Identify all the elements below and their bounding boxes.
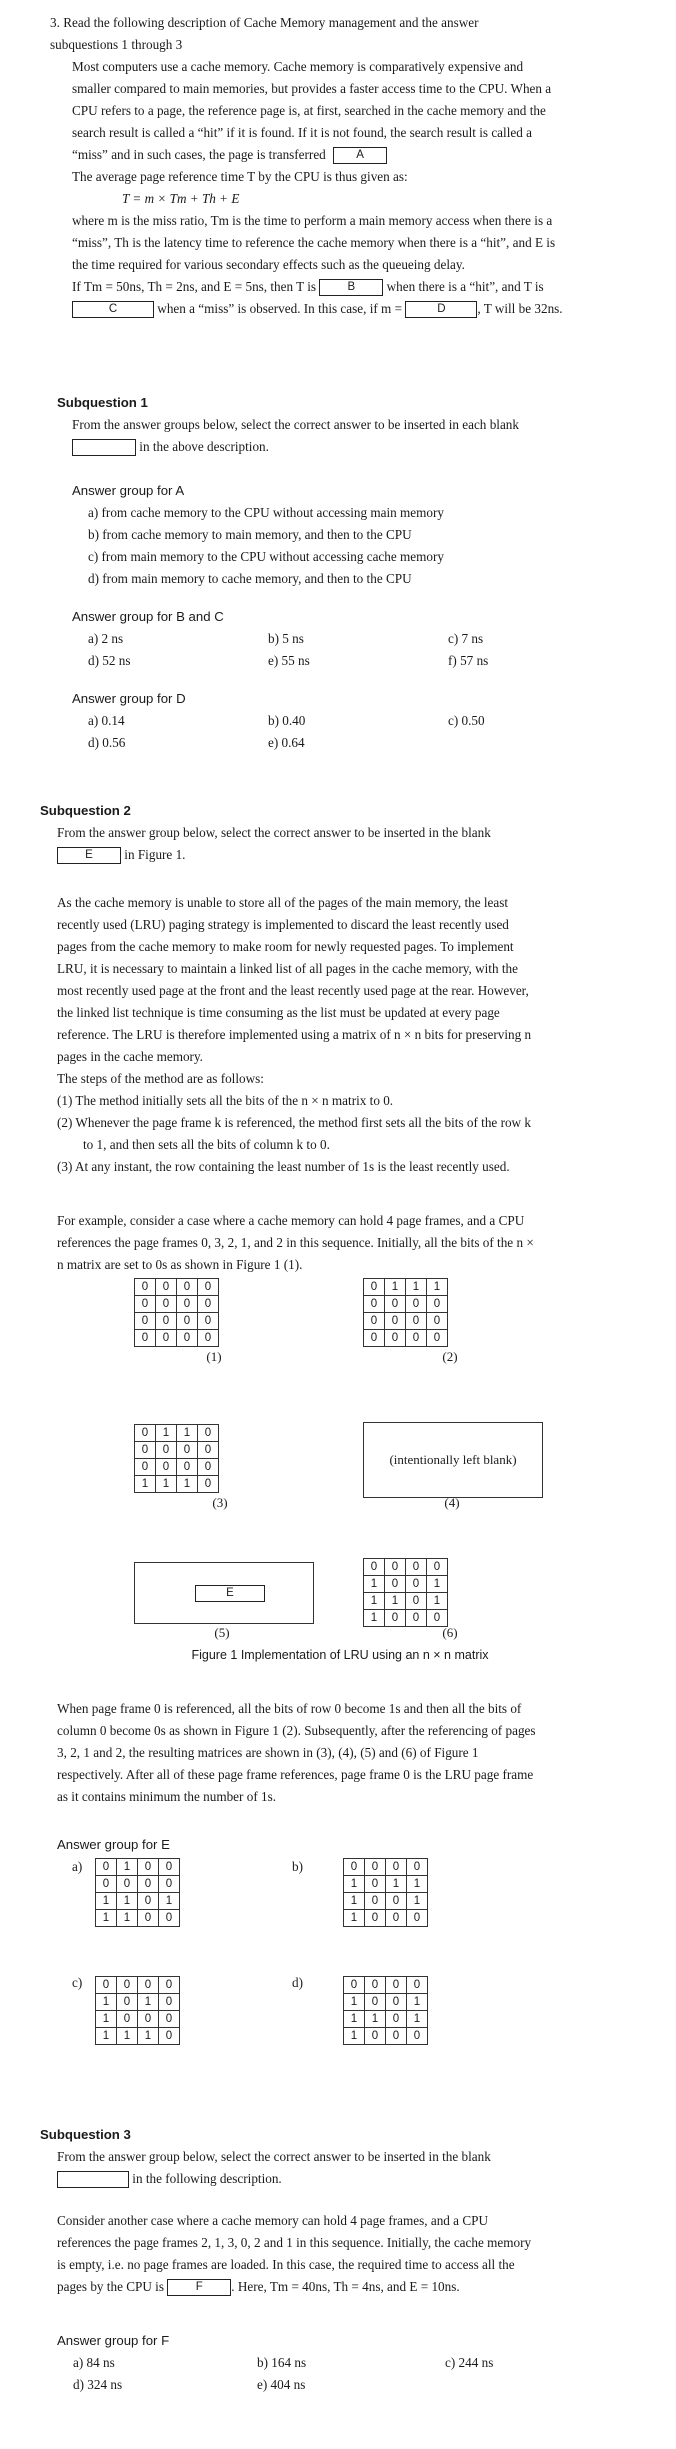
matrix-cell: 0 [406,1296,427,1313]
blank-B: B [319,279,383,296]
answer-group-D-label: Answer group for D [72,691,186,706]
matrix-row [135,1425,219,1442]
matrix-cell: 1 [344,2011,365,2028]
matrix-cell: 0 [177,1313,198,1330]
matrix-cell: 0 [198,1279,219,1296]
matrix-row [135,1442,219,1459]
option-E-a-matrix[interactable] [95,1858,180,1927]
option-E-b-matrix[interactable] [343,1858,428,1927]
matrix-row [96,1859,180,1876]
matrix-cell: 1 [96,2011,117,2028]
matrix-cell: 1 [138,1994,159,2011]
matrix-row [344,1859,428,1876]
sub3-line: is empty, i.e. no page frames are loaded. In this case, the required time to access all the [57,2257,515,2272]
sub1-instr-line: From the answer groups below, select the correct answer to be inserted in each blank [72,417,519,432]
intro-line: Most computers use a cache memory. Cache memory is comparatively expensive and [72,59,524,74]
blank-A: A [333,147,387,164]
if-line-2: C when a “miss” is observed. In this case, if m = D , T will be 32ns. [72,298,672,320]
matrix-cell: 0 [427,1559,448,1576]
matrix-cell: 0 [135,1442,156,1459]
intro-line: CPU refers to a page, the reference page is, at first, searched in the cache memory and the [72,103,546,118]
matrix-cell: 0 [386,2011,407,2028]
matrix-cell: 1 [407,1893,428,1910]
where-line: where m is the miss ratio, Tm is the time to perform a main memory access when there is a [72,213,553,228]
matrix-cell: 0 [159,1876,180,1893]
matrix-cell: 0 [364,1296,385,1313]
matrix-row [96,1994,180,2011]
sub3-paragraph [57,2210,672,2298]
matrix-cell: 1 [177,1476,198,1493]
lru-line: reference. The LRU is therefore implemented using a matrix of n × n bits for preserving n [57,1027,532,1042]
matrix-cell: 0 [365,1977,386,1994]
lru-line: recently used (LRU) paging strategy is implemented to discard the least recently used [57,917,509,932]
option-A-b[interactable]: b) from cache memory to main memory, and then to the CPU [88,527,412,542]
matrix-cell: 0 [177,1279,198,1296]
avg-line: The average page reference time T by the CPU is thus given as: [72,169,408,184]
question-title-line1: 3. Read the following description of Cache Memory management and the answer [50,15,479,30]
matrix-cell: 0 [365,1910,386,1927]
step-1: (1) The method initially sets all the bits of the n × n matrix to 0. [57,1093,394,1108]
matrix-cell: 0 [198,1459,219,1476]
matrix-cell: 1 [406,1279,427,1296]
matrix-row [344,1893,428,1910]
matrix-cell: 1 [344,2028,365,2045]
blank-E: E [57,847,121,864]
matrix-cell: 0 [407,1859,428,1876]
matrix-cell: 1 [117,2028,138,2045]
where-line: the time required for various secondary effects such as the queueing delay. [72,257,465,272]
option-BC-d[interactable]: d) 52 ns [88,653,131,668]
option-E-d-matrix[interactable] [343,1976,428,2045]
option-BC-a[interactable]: a) 2 ns [88,631,124,646]
matrix-row [96,1977,180,1994]
matrix-cell: 0 [407,1977,428,1994]
answer-group-BC-label: Answer group for B and C [72,609,224,624]
matrix-cell: 0 [177,1330,198,1347]
matrix-cell: 0 [159,1910,180,1927]
matrix-cell: 0 [198,1425,219,1442]
matrix-cell: 0 [407,1910,428,1927]
blank-empty-2 [57,2171,129,2188]
matrix-cell: 0 [159,2011,180,2028]
matrix-cell: 0 [406,1559,427,1576]
matrix-cell: 0 [138,1876,159,1893]
intro-line: search result is called a “hit” if it is found. If it is not found, the search result is called a [72,125,532,140]
matrix-cell: 1 [117,1893,138,1910]
intro-paragraph [72,56,672,320]
matrix-cell: 0 [159,1994,180,2011]
lru-paragraph [57,892,672,1178]
sub1-instructions [72,414,672,458]
matrix-cell: 0 [386,1994,407,2011]
option-E-b-label[interactable]: b) [292,1859,303,1874]
matrix-row [135,1330,219,1347]
matrix-row [96,1893,180,1910]
matrix-cell: 0 [156,1279,177,1296]
example-line: For example, consider a case where a cache memory can hold 4 page frames, and a CPU [57,1213,525,1228]
sub3-instructions [57,2146,672,2190]
sub3-title: Subquestion 3 [40,2127,131,2142]
matrix-cell: 1 [407,1994,428,2011]
matrix-row [135,1459,219,1476]
option-A-c[interactable]: c) from main memory to the CPU without accessing cache memory [88,549,444,564]
matrix-cell: 0 [138,1977,159,1994]
matrix-cell: 1 [96,1994,117,2011]
matrix-cell: 0 [177,1442,198,1459]
matrix-cell: 0 [386,1893,407,1910]
option-D-a[interactable]: a) 0.14 [88,713,125,728]
caption-1: (1) [206,1349,222,1364]
example-line: n matrix are set to 0s as shown in Figure 1 (1). [57,1257,303,1272]
explanation-line: respectively. After all of these page frame references, page frame 0 is the LRU page frame [57,1767,534,1782]
matrix-cell: 0 [135,1313,156,1330]
option-F-b[interactable]: b) 164 ns [257,2355,307,2370]
explanation-paragraph [57,1698,672,1808]
matrix-cell: 0 [135,1330,156,1347]
option-BC-b[interactable]: b) 5 ns [268,631,304,646]
matrix-cell: 0 [177,1459,198,1476]
matrix-cell: 1 [365,2011,386,2028]
matrix-cell: 0 [156,1330,177,1347]
matrix-cell: 0 [117,2011,138,2028]
option-F-a[interactable]: a) 84 ns [73,2355,115,2370]
explanation-line: 3, 2, 1 and 2, the resulting matrices are shown in (3), (4), (5) and (6) of Figure 1 [57,1745,479,1760]
option-E-d-label[interactable]: d) [292,1975,303,1990]
matrix-cell: 1 [385,1593,406,1610]
answer-group-BC [72,606,672,672]
matrix-cell: 1 [138,2028,159,2045]
matrix-cell: 1 [156,1476,177,1493]
matrix-row [364,1576,448,1593]
blank-panel-5 [134,1562,314,1624]
matrix-cell: 1 [117,1859,138,1876]
matrix-cell: 0 [365,2028,386,2045]
matrix-cell: 0 [386,1859,407,1876]
option-A-a[interactable]: a) from cache memory to the CPU without accessing main memory [88,505,444,520]
example-line: references the page frames 0, 3, 2, 1, and 2 in this sequence. Initially, all the bits of the n × [57,1235,534,1250]
matrix-cell: 0 [138,1910,159,1927]
matrix-cell: 0 [406,1330,427,1347]
formula: T = m × Tm + Th + E [122,191,240,206]
matrix-cell: 0 [406,1313,427,1330]
matrix-cell: 1 [96,1893,117,1910]
matrix-cell: 1 [386,1876,407,1893]
steps-label: The steps of the method are as follows: [57,1071,264,1086]
explanation-line: column 0 become 0s as shown in Figure 1 (2). Subsequently, after the referencing of pages [57,1723,536,1738]
caption-3: (3) [212,1495,228,1510]
intro-line: smaller compared to main memories, but provides a faster access time to the CPU. When a [72,81,552,96]
matrix-cell: 0 [406,1593,427,1610]
matrix-row [364,1593,448,1610]
matrix-cell: 0 [135,1296,156,1313]
matrix-cell: 0 [156,1442,177,1459]
matrix-cell: 1 [427,1576,448,1593]
lru-line: pages from the cache memory to make room for newly requested pages. To implement [57,939,514,954]
matrix-row [344,1977,428,1994]
figure-caption: Figure 1 Implementation of LRU using an n × n matrix [191,1648,489,1662]
matrix-cell: 0 [365,1893,386,1910]
matrix-cell: 0 [198,1296,219,1313]
matrix-row [364,1559,448,1576]
sub2-instructions [57,822,672,866]
matrix-row [96,2011,180,2028]
matrix-cell: 0 [159,2028,180,2045]
matrix-cell: 1 [117,1910,138,1927]
matrix-cell: 0 [427,1330,448,1347]
answer-group-F-label: Answer group for F [57,2333,170,2348]
caption-5: (5) [214,1625,230,1640]
matrix-cell: 1 [364,1610,385,1627]
matrix-cell: 1 [344,1876,365,1893]
option-D-b[interactable]: b) 0.40 [268,713,306,728]
caption-2: (2) [442,1349,458,1364]
matrix-cell: 0 [364,1279,385,1296]
matrix-cell: 0 [386,1910,407,1927]
matrix-cell: 0 [365,1876,386,1893]
matrix-row [135,1279,219,1296]
matrix-cell: 0 [427,1610,448,1627]
sub3-instr-line: From the answer group below, select the correct answer to be inserted in the blank [57,2149,491,2164]
option-D-e[interactable]: e) 0.64 [268,735,305,750]
blank-E-figure: E [195,1585,265,1602]
matrix-cell: 0 [96,1859,117,1876]
option-BC-e[interactable]: e) 55 ns [268,653,310,668]
matrix-cell: 1 [135,1476,156,1493]
blank-F: F [167,2279,231,2296]
matrix-cell: 0 [364,1313,385,1330]
matrix-cell: 1 [96,2028,117,2045]
step-2-cont: to 1, and then sets all the bits of column k to 0. [83,1137,330,1152]
if-line: If Tm = 50ns, Th = 2ns, and E = 5ns, then T is B when there is a “hit”, and T is [72,276,672,298]
matrix-cell: 0 [407,2028,428,2045]
blank-D: D [405,301,477,318]
matrix-cell: 0 [96,1977,117,1994]
sub3-instr-line2: in the following description. [57,2168,672,2190]
question-title [50,12,670,56]
matrix-cell: 0 [138,1893,159,1910]
answer-group-A [72,480,672,590]
matrix-cell: 0 [156,1296,177,1313]
option-E-c-label[interactable]: c) [72,1975,83,1990]
answer-group-E-label: Answer group for E [57,1837,170,1852]
caption-6: (6) [442,1625,458,1640]
matrix-row [96,2028,180,2045]
lru-line: As the cache memory is unable to store all of the pages of the main memory, the least [57,895,509,910]
sub1-instr-line2: in the above description. [72,436,672,458]
matrix-row [344,1994,428,2011]
matrix-cell: 1 [96,1910,117,1927]
matrix-cell: 0 [96,1876,117,1893]
matrix-1 [134,1278,219,1347]
sub1-title: Subquestion 1 [57,395,148,410]
matrix-cell: 0 [117,1994,138,2011]
step-3: (3) At any instant, the row containing the least number of 1s is the least recently used. [57,1159,510,1174]
matrix-cell: 0 [198,1476,219,1493]
explanation-line: as it contains minimum the number of 1s. [57,1789,277,1804]
answer-group-A-label: Answer group for A [72,483,185,498]
caption-4: (4) [444,1495,460,1510]
matrix-row [364,1330,448,1347]
matrix-cell: 0 [364,1330,385,1347]
matrix-cell: 0 [198,1330,219,1347]
option-F-d[interactable]: d) 324 ns [73,2377,123,2392]
matrix-cell: 0 [365,1994,386,2011]
answer-group-F [57,2330,672,2396]
matrix-cell: 0 [385,1330,406,1347]
matrix-cell: 1 [156,1425,177,1442]
matrix-cell: 1 [364,1576,385,1593]
option-F-c[interactable]: c) 244 ns [445,2355,494,2370]
matrix-cell: 1 [344,1994,365,2011]
option-F-e[interactable]: e) 404 ns [257,2377,306,2392]
matrix-cell: 0 [406,1576,427,1593]
matrix-cell: 0 [177,1296,198,1313]
matrix-cell: 0 [198,1442,219,1459]
matrix-row [96,1876,180,1893]
option-D-d[interactable]: d) 0.56 [88,735,126,750]
matrix-cell: 0 [385,1610,406,1627]
matrix-cell: 0 [385,1576,406,1593]
lru-line: the linked list technique is time consuming as the list must be updated at every page [57,1005,500,1020]
matrix-cell: 0 [344,1977,365,1994]
matrix-cell: 1 [364,1593,385,1610]
intro-line-last: “miss” and in such cases, the page is transferred A [72,144,672,166]
where-line: “miss”, Th is the latency time to reference the cache memory when there is a “hit”, and E is [72,235,556,250]
matrix-row [364,1279,448,1296]
matrix-cell: 0 [427,1313,448,1330]
matrix-cell: 0 [386,2028,407,2045]
matrix-6 [363,1558,448,1627]
matrix-row [344,1910,428,1927]
step-2: (2) Whenever the page frame k is referenced, the method first sets all the bits of the row k [57,1115,531,1130]
matrix-cell: 0 [135,1279,156,1296]
matrix-cell: 0 [117,1876,138,1893]
blank-C: C [72,301,154,318]
lru-line: pages in the cache memory. [57,1049,203,1064]
matrix-cell: 0 [364,1559,385,1576]
option-E-c-matrix[interactable] [95,1976,180,2045]
lru-line: most recently used page at the front and the least recently used page at the rear. However, [57,983,529,998]
example-paragraph [57,1210,672,1276]
matrix-row [135,1313,219,1330]
matrix-row [344,1876,428,1893]
option-BC-c[interactable]: c) 7 ns [448,631,484,646]
matrix-row [344,2028,428,2045]
matrix-row [344,2011,428,2028]
option-E-a-label[interactable]: a) [72,1859,83,1874]
matrix-cell: 0 [365,1859,386,1876]
matrix-2 [363,1278,448,1347]
option-A-d[interactable]: d) from main memory to cache memory, and then to the CPU [88,571,412,586]
matrix-cell: 0 [156,1313,177,1330]
option-BC-f[interactable]: f) 57 ns [448,653,489,668]
matrix-cell: 0 [386,1977,407,1994]
matrix-cell: 0 [159,1977,180,1994]
matrix-cell: 1 [344,1893,365,1910]
matrix-cell: 0 [344,1859,365,1876]
matrix-cell: 0 [406,1610,427,1627]
matrix-row [135,1476,219,1493]
matrix-cell: 0 [135,1425,156,1442]
lru-line: LRU, it is necessary to maintain a linked list of all pages in the cache memory, with the [57,961,518,976]
matrix-row [135,1296,219,1313]
matrix-cell: 0 [198,1313,219,1330]
matrix-cell: 0 [156,1459,177,1476]
sub3-last-line: pages by the CPU is F . Here, Tm = 40ns, Th = 4ns, and E = 10ns. [57,2276,672,2298]
matrix-cell: 1 [385,1279,406,1296]
sub2-title: Subquestion 2 [40,803,131,818]
matrix-cell: 1 [427,1279,448,1296]
matrix-cell: 1 [344,1910,365,1927]
matrix-cell: 0 [385,1313,406,1330]
intentionally-blank-text: (intentionally left blank) [389,1452,517,1467]
matrix-cell: 0 [385,1296,406,1313]
matrix-cell: 0 [138,1859,159,1876]
sub2-instr-line: From the answer group below, select the correct answer to be inserted in the blank [57,825,491,840]
matrix-cell: 0 [159,1859,180,1876]
matrix-cell: 1 [427,1593,448,1610]
answer-group-D [72,688,672,754]
matrix-cell: 1 [159,1893,180,1910]
matrix-cell: 1 [407,2011,428,2028]
matrix-3 [134,1424,219,1493]
blank-panel-4 [363,1422,543,1498]
sub2-instr-line2: E in Figure 1. [57,844,672,866]
matrix-cell: 0 [385,1559,406,1576]
matrix-cell: 0 [117,1977,138,1994]
matrix-cell: 0 [427,1296,448,1313]
matrix-row [96,1910,180,1927]
option-D-c[interactable]: c) 0.50 [448,713,485,728]
matrix-cell: 1 [177,1425,198,1442]
sub3-line: Consider another case where a cache memory can hold 4 page frames, and a CPU [57,2213,488,2228]
blank-empty [72,439,136,456]
question-title-line2: subquestions 1 through 3 [50,37,183,52]
matrix-row [364,1296,448,1313]
explanation-line: When page frame 0 is referenced, all the bits of row 0 become 1s and then all the bits of [57,1701,522,1716]
matrix-cell: 1 [407,1876,428,1893]
matrix-cell: 0 [135,1459,156,1476]
matrix-cell: 0 [138,2011,159,2028]
sub3-line: references the page frames 2, 1, 3, 0, 2 and 1 in this sequence. Initially, the cache memory [57,2235,532,2250]
matrix-row [364,1313,448,1330]
